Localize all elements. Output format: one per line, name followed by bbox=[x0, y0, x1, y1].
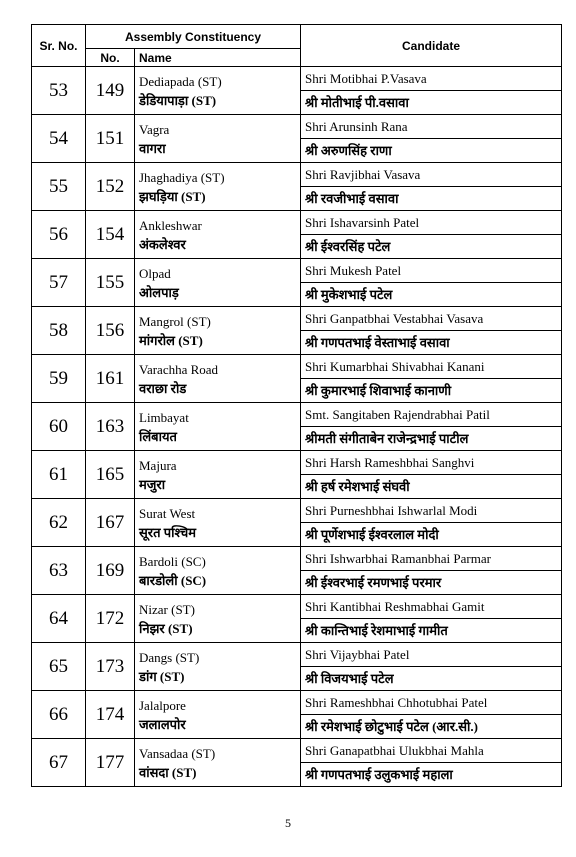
constituency-name-hi: मजुरा bbox=[139, 476, 166, 492]
constituency-name-hi: जलालपोर bbox=[139, 716, 186, 732]
candidate-name-en: Smt. Sangitaben Rajendrabhai Patil bbox=[301, 403, 561, 427]
constituency-name-cell bbox=[135, 307, 301, 355]
sr-no-cell: 57 bbox=[32, 259, 86, 307]
sr-no-cell: 65 bbox=[32, 643, 86, 691]
candidate-cell bbox=[301, 403, 562, 451]
candidate-name-en: Shri Rameshbhai Chhotubhai Patel bbox=[301, 691, 561, 715]
constituency-name-hi: डेडियापाड़ा (ST) bbox=[139, 92, 217, 108]
candidate-cell bbox=[301, 691, 562, 739]
sr-no-cell: 59 bbox=[32, 355, 86, 403]
candidate-name-en: Shri Mukesh Patel bbox=[301, 259, 561, 283]
sr-no-cell: 56 bbox=[32, 211, 86, 259]
candidate-name-en: Shri Purneshbhai Ishwarlal Modi bbox=[301, 499, 561, 523]
constituency-name-cell bbox=[135, 499, 301, 547]
constituency-name-en: Limbayat bbox=[139, 409, 189, 425]
table-row bbox=[32, 739, 562, 787]
constituency-name-hi: वराछा रोड bbox=[139, 380, 187, 396]
table-row bbox=[32, 595, 562, 643]
constituency-no-cell: 154 bbox=[86, 211, 135, 259]
constituency-no-cell: 173 bbox=[86, 643, 135, 691]
header-no: No. bbox=[86, 49, 135, 67]
table-row bbox=[32, 451, 562, 499]
table-row bbox=[32, 259, 562, 307]
sr-no-cell: 54 bbox=[32, 115, 86, 163]
constituency-name-hi: लिंबायत bbox=[139, 428, 177, 444]
sr-no-cell: 63 bbox=[32, 547, 86, 595]
constituency-name-en: Surat West bbox=[139, 505, 196, 521]
constituency-name-en: Mangrol (ST) bbox=[139, 313, 211, 329]
candidate-name-hi: श्री ईश्वरसिंह पटेल bbox=[305, 239, 391, 254]
constituency-name-hi: निझर (ST) bbox=[139, 620, 193, 636]
candidate-cell bbox=[301, 547, 562, 595]
candidate-name-en: Shri Ishwarbhai Ramanbhai Parmar bbox=[301, 547, 561, 571]
candidate-name-hi: श्री मुकेशभाई पटेल bbox=[305, 287, 393, 302]
table-row bbox=[32, 115, 562, 163]
constituency-no-cell: 167 bbox=[86, 499, 135, 547]
sr-no-cell: 58 bbox=[32, 307, 86, 355]
candidate-cell bbox=[301, 499, 562, 547]
constituency-name-cell bbox=[135, 259, 301, 307]
candidate-name-en: Shri Arunsinh Rana bbox=[301, 115, 561, 139]
candidate-name-hi: श्री हर्ष रमेशभाई संघवी bbox=[305, 479, 410, 494]
constituency-no-cell: 163 bbox=[86, 403, 135, 451]
table-row bbox=[32, 547, 562, 595]
sr-no-cell: 62 bbox=[32, 499, 86, 547]
candidate-name-hi: श्री अरुणसिंह राणा bbox=[305, 143, 392, 158]
table-row bbox=[32, 643, 562, 691]
candidate-cell bbox=[301, 643, 562, 691]
candidate-cell bbox=[301, 211, 562, 259]
sr-no-cell: 67 bbox=[32, 739, 86, 787]
constituency-no-cell: 156 bbox=[86, 307, 135, 355]
sr-no-cell: 55 bbox=[32, 163, 86, 211]
page-number: 5 bbox=[285, 816, 291, 830]
constituency-name-cell bbox=[135, 691, 301, 739]
candidate-cell bbox=[301, 115, 562, 163]
candidate-name-en: Shri Harsh Rameshbhai Sanghvi bbox=[301, 451, 561, 475]
candidates-table bbox=[31, 24, 562, 787]
constituency-name-en: Dediapada (ST) bbox=[139, 73, 222, 89]
candidate-name-hi: श्री विजयभाई पटेल bbox=[305, 671, 394, 686]
constituency-name-cell bbox=[135, 595, 301, 643]
candidate-cell bbox=[301, 355, 562, 403]
candidate-name-en: Shri Vijaybhai Patel bbox=[301, 643, 561, 667]
candidate-cell bbox=[301, 259, 562, 307]
candidate-name-en: Shri Motibhai P.Vasava bbox=[301, 67, 561, 91]
candidate-name-hi: श्री गणपतभाई उलुकभाई महाला bbox=[305, 767, 453, 782]
constituency-name-en: Ankleshwar bbox=[139, 217, 202, 233]
constituency-no-cell: 152 bbox=[86, 163, 135, 211]
table-row bbox=[32, 307, 562, 355]
candidate-name-en: Shri Ravjibhai Vasava bbox=[301, 163, 561, 187]
sr-no-cell: 66 bbox=[32, 691, 86, 739]
constituency-no-cell: 151 bbox=[86, 115, 135, 163]
constituency-name-cell bbox=[135, 163, 301, 211]
sr-no-cell: 60 bbox=[32, 403, 86, 451]
header-candidate: Candidate bbox=[301, 25, 562, 67]
header-name: Name bbox=[135, 49, 301, 67]
candidate-name-hi: श्री रवजीभाई वसावा bbox=[305, 191, 399, 206]
constituency-name-hi: बारडोली (SC) bbox=[139, 572, 207, 588]
candidate-name-hi: श्री पूर्णेशभाई ईश्वरलाल मोदी bbox=[305, 527, 439, 542]
candidate-name-hi: श्री कुमारभाई शिवाभाई कानाणी bbox=[305, 383, 452, 398]
sr-no-cell: 61 bbox=[32, 451, 86, 499]
constituency-name-hi: झघड़िया (ST) bbox=[139, 188, 206, 204]
constituency-name-cell bbox=[135, 403, 301, 451]
constituency-name-hi: ओलपाड़ bbox=[139, 284, 179, 300]
candidate-name-hi: श्री मोतीभाई पी.वसावा bbox=[305, 95, 409, 110]
constituency-name-hi: मांगरोल (ST) bbox=[139, 332, 203, 348]
candidate-name-en: Shri Kantibhai Reshmabhai Gamit bbox=[301, 595, 561, 619]
sr-no-cell: 53 bbox=[32, 67, 86, 115]
table-row bbox=[32, 67, 562, 115]
candidate-cell bbox=[301, 739, 562, 787]
constituency-name-cell bbox=[135, 115, 301, 163]
constituency-name-hi: वागरा bbox=[139, 140, 166, 156]
constituency-name-en: Varachha Road bbox=[139, 361, 219, 377]
header-sr-no: Sr. No. bbox=[32, 25, 86, 67]
candidate-name-hi: श्री गणपतभाई वेस्ताभाई वसावा bbox=[305, 335, 450, 350]
constituency-name-cell bbox=[135, 451, 301, 499]
candidate-name-en: Shri Kumarbhai Shivabhai Kanani bbox=[301, 355, 561, 379]
constituency-no-cell: 177 bbox=[86, 739, 135, 787]
candidate-name-hi: श्री ईश्वरभाई रमणभाई परमार bbox=[305, 575, 442, 590]
candidate-cell bbox=[301, 67, 562, 115]
table-row bbox=[32, 499, 562, 547]
constituency-name-hi: सूरत पश्चिम bbox=[139, 524, 197, 540]
candidate-name-hi: श्रीमती संगीताबेन राजेन्द्रभाई पाटील bbox=[305, 431, 469, 446]
table-row bbox=[32, 403, 562, 451]
header-assembly-constituency: Assembly Constituency bbox=[86, 25, 301, 49]
candidate-cell bbox=[301, 163, 562, 211]
table-row bbox=[32, 355, 562, 403]
constituency-name-hi: डांग (ST) bbox=[139, 668, 185, 684]
candidate-name-hi: श्री कान्तिभाई रेशमाभाई गामीत bbox=[305, 623, 448, 638]
constituency-name-cell bbox=[135, 547, 301, 595]
constituency-no-cell: 172 bbox=[86, 595, 135, 643]
constituency-no-cell: 169 bbox=[86, 547, 135, 595]
constituency-name-en: Majura bbox=[139, 457, 177, 473]
candidate-cell bbox=[301, 307, 562, 355]
constituency-name-cell bbox=[135, 355, 301, 403]
constituency-name-hi: वांसदा (ST) bbox=[139, 764, 197, 780]
table-row bbox=[32, 691, 562, 739]
constituency-name-en: Jalalpore bbox=[139, 697, 186, 713]
constituency-name-en: Vansadaa (ST) bbox=[139, 745, 216, 761]
constituency-no-cell: 165 bbox=[86, 451, 135, 499]
table-row bbox=[32, 163, 562, 211]
constituency-no-cell: 161 bbox=[86, 355, 135, 403]
constituency-name-en: Bardoli (SC) bbox=[139, 553, 206, 569]
constituency-name-cell bbox=[135, 643, 301, 691]
constituency-name-hi: अंकलेश्वर bbox=[139, 236, 186, 252]
constituency-name-cell bbox=[135, 739, 301, 787]
constituency-no-cell: 149 bbox=[86, 67, 135, 115]
constituency-no-cell: 155 bbox=[86, 259, 135, 307]
sr-no-cell: 64 bbox=[32, 595, 86, 643]
constituency-name-cell bbox=[135, 67, 301, 115]
candidate-name-en: Shri Ganapatbhai Ulukbhai Mahla bbox=[301, 739, 561, 763]
candidate-cell bbox=[301, 451, 562, 499]
table-body bbox=[32, 67, 562, 787]
table-row bbox=[32, 211, 562, 259]
constituency-name-en: Nizar (ST) bbox=[139, 601, 195, 617]
constituency-name-en: Dangs (ST) bbox=[139, 649, 200, 665]
candidate-name-en: Shri Ganpatbhai Vestabhai Vasava bbox=[301, 307, 561, 331]
constituency-no-cell: 174 bbox=[86, 691, 135, 739]
candidate-name-en: Shri Ishavarsinh Patel bbox=[301, 211, 561, 235]
constituency-name-en: Jhaghadiya (ST) bbox=[139, 169, 225, 185]
candidate-name-hi: श्री रमेशभाई छोटुभाई पटेल (आर.सी.) bbox=[305, 719, 478, 734]
constituency-name-cell bbox=[135, 211, 301, 259]
constituency-name-en: Olpad bbox=[139, 265, 171, 281]
candidate-cell bbox=[301, 595, 562, 643]
constituency-name-en: Vagra bbox=[139, 121, 170, 137]
